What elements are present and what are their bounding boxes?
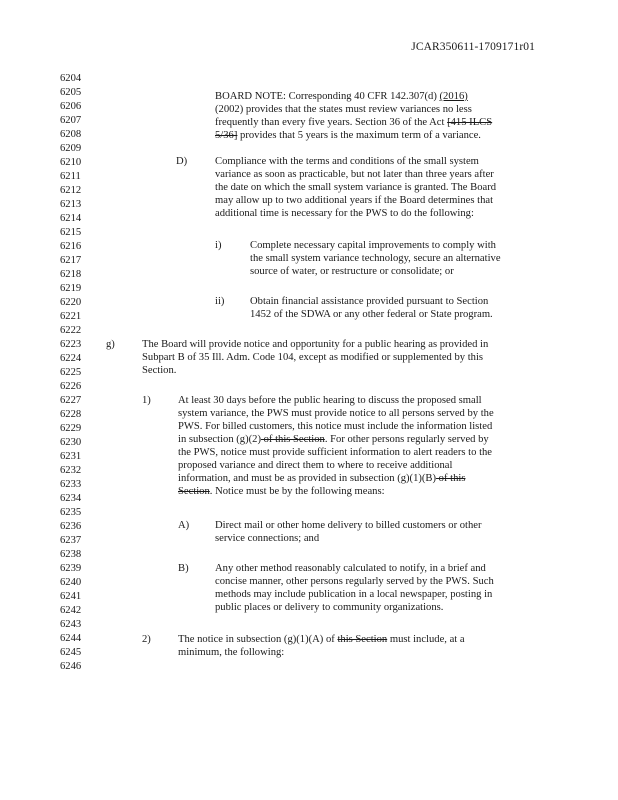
line-number: 6205 xyxy=(60,87,82,98)
deleted-text: [415 ILCS xyxy=(447,117,493,128)
line-number: 6224 xyxy=(60,353,82,364)
item-label-a: A) xyxy=(178,520,190,531)
paragraph-line: Obtain financial assistance provided pursuant to Section xyxy=(250,296,489,307)
line-number: 6223 xyxy=(60,339,82,350)
paragraph-line: minimum, the following: xyxy=(178,647,285,658)
line-number: 6207 xyxy=(60,115,82,126)
paragraph-line: concise manner, other persons regularly served by the PWS. Such xyxy=(215,576,494,587)
line-number: 6218 xyxy=(60,269,82,280)
line-number: 6237 xyxy=(60,535,82,546)
line-number: 6215 xyxy=(60,227,82,238)
deleted-text: 5/36] xyxy=(215,130,238,141)
paragraph-line: the date on which the small system variance is granted. The Board xyxy=(215,182,497,193)
paragraph-line: Subpart B of 35 Ill. Adm. Code 104, except as modified or supplemented by this xyxy=(142,352,484,363)
line-number: 6221 xyxy=(60,311,82,322)
line-number: 6238 xyxy=(60,549,82,560)
board-note-line: 5/36] provides that 5 years is the maximum term of a variance. xyxy=(215,130,481,141)
line-number: 6209 xyxy=(60,143,82,154)
line-number: 6211 xyxy=(60,171,81,182)
board-note-line: (2002) provides that the states must review variances no less xyxy=(215,104,472,115)
paragraph-line: Complete necessary capital improvements to comply with xyxy=(250,240,496,251)
paragraph-line: system variance, the PWS must provide notice to all persons served by the xyxy=(178,408,494,419)
paragraph-line: source of water, or restructure or consolidate; or xyxy=(250,266,454,277)
line-number: 6225 xyxy=(60,367,82,378)
line-number: 6217 xyxy=(60,255,82,266)
line-number: 6245 xyxy=(60,647,82,658)
paragraph-line: The Board will provide notice and opportunity for a public hearing as provided in xyxy=(142,339,489,350)
line-number: 6236 xyxy=(60,521,82,532)
line-number: 6241 xyxy=(60,591,82,602)
line-number: 6246 xyxy=(60,661,82,672)
line-number: 6226 xyxy=(60,381,82,392)
document-id: JCAR350611-1709171r01 xyxy=(411,41,535,53)
item-label-b: B) xyxy=(178,563,189,574)
line-number: 6222 xyxy=(60,325,82,336)
paragraph-line: in subsection (g)(2) of this Section. For other persons regularly served by xyxy=(178,434,489,445)
line-number: 6239 xyxy=(60,563,82,574)
paragraph-line: service connections; and xyxy=(215,533,320,544)
paragraph-line: the small system variance technology, secure an alternative xyxy=(250,253,501,264)
paragraph-line: 1452 of the SDWA or any other federal or State program. xyxy=(250,309,493,320)
item-label-ii: ii) xyxy=(215,296,225,307)
inserted-text: (2016) xyxy=(439,91,468,102)
paragraph-line: Section. Notice must be by the following means: xyxy=(178,486,385,497)
board-note-line: frequently than every five years. Section 36 of the Act [415 ILCS xyxy=(215,117,493,128)
board-note-line: BOARD NOTE: Corresponding 40 CFR 142.307(d) (2016) xyxy=(215,91,468,102)
line-number: 6229 xyxy=(60,423,82,434)
paragraph-line: Section. xyxy=(142,365,177,376)
line-number: 6243 xyxy=(60,619,82,630)
line-number: 6234 xyxy=(60,493,82,504)
item-label-1: 1) xyxy=(142,395,151,406)
line-number: 6212 xyxy=(60,185,82,196)
line-number: 6210 xyxy=(60,157,82,168)
item-label-g: g) xyxy=(106,339,115,350)
paragraph-line: The notice in subsection (g)(1)(A) of this Section must include, at a xyxy=(178,634,465,645)
line-number: 6235 xyxy=(60,507,82,518)
item-label-d: D) xyxy=(176,156,188,167)
line-number: 6232 xyxy=(60,465,82,476)
line-number: 6230 xyxy=(60,437,82,448)
deleted-text: of this Section xyxy=(260,434,325,445)
deleted-text: of this xyxy=(436,473,466,484)
line-number: 6244 xyxy=(60,633,82,644)
line-number: 6216 xyxy=(60,241,82,252)
paragraph-line: PWS. For billed customers, this notice must include the information listed xyxy=(178,421,493,432)
paragraph-line: Direct mail or other home delivery to billed customers or other xyxy=(215,520,482,531)
paragraph-line: additional time is necessary for the PWS to do the following: xyxy=(215,208,474,219)
line-number: 6231 xyxy=(60,451,82,462)
line-number: 6213 xyxy=(60,199,82,210)
line-number: 6206 xyxy=(60,101,82,112)
paragraph-line: Compliance with the terms and conditions of the small system xyxy=(215,156,479,167)
paragraph-line: methods may include publication in a local newspaper, posting in xyxy=(215,589,493,600)
line-number: 6227 xyxy=(60,395,82,406)
paragraph-line: may allow up to two additional years if the Board determines that xyxy=(215,195,494,206)
item-label-2: 2) xyxy=(142,634,151,645)
deleted-text: this Section xyxy=(337,634,388,645)
line-number: 6228 xyxy=(60,409,82,420)
paragraph-line: variance as soon as practicable, but not later than three years after xyxy=(215,169,494,180)
paragraph-line: At least 30 days before the public hearing to discuss the proposed small xyxy=(178,395,482,406)
line-number: 6208 xyxy=(60,129,82,140)
item-label-i: i) xyxy=(215,240,222,251)
paragraph-line: proposed variance and direct them to where to receive additional xyxy=(178,460,453,471)
line-number: 6204 xyxy=(60,73,82,84)
line-number: 6220 xyxy=(60,297,82,308)
line-number: 6214 xyxy=(60,213,82,224)
paragraph-line: Any other method reasonably calculated to notify, in a brief and xyxy=(215,563,486,574)
paragraph-line: the PWS, notice must provide sufficient information to alert readers to the xyxy=(178,447,493,458)
paragraph-line: information, and must be as provided in subsection (g)(1)(B) of this xyxy=(178,473,466,484)
deleted-text: Section xyxy=(178,486,210,497)
line-number: 6240 xyxy=(60,577,82,588)
line-number: 6242 xyxy=(60,605,82,616)
paragraph-line: public places or delivery to community organizations. xyxy=(215,602,444,613)
line-number: 6233 xyxy=(60,479,82,490)
line-number: 6219 xyxy=(60,283,82,294)
